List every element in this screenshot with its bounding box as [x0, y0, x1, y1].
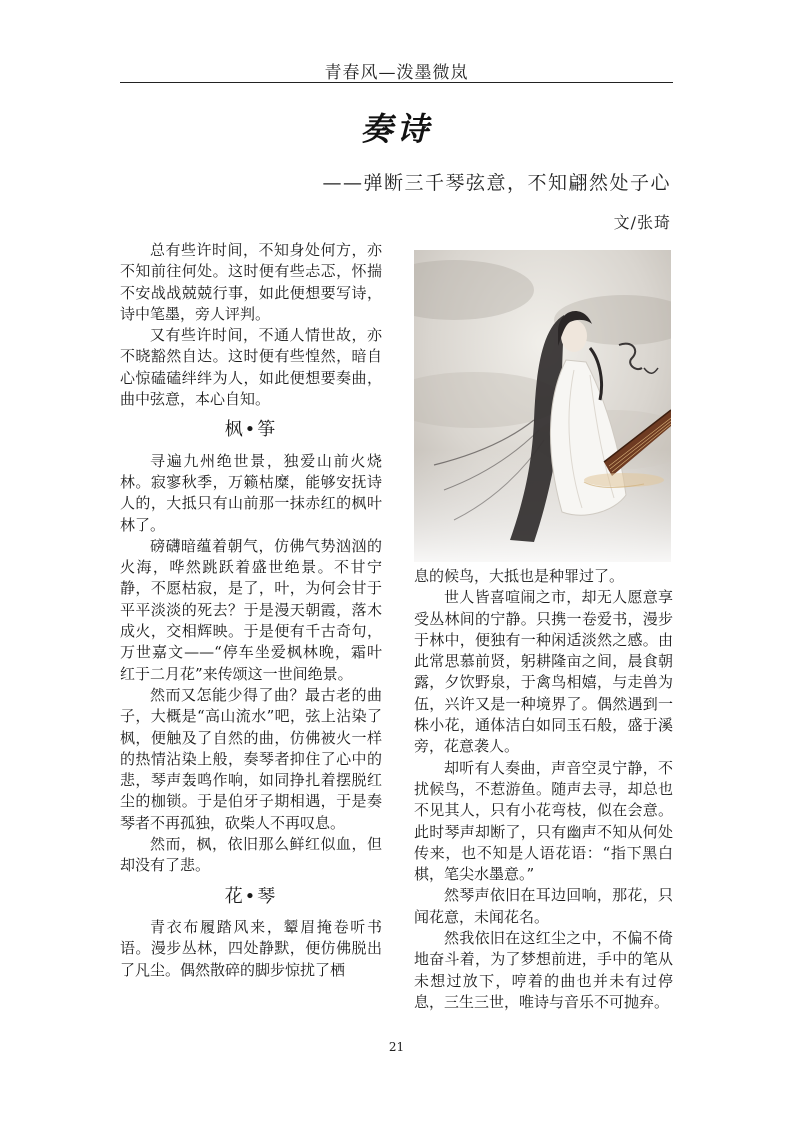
paragraph: 青衣布履踏风来，颦眉掩卷听书语。漫步丛林，四处静默，便仿佛脱出了凡尘。偶然散碎的脚步惊扰了栖 [120, 917, 382, 979]
section-heading: 花•琴 [224, 885, 278, 907]
page-number: 21 [388, 1040, 405, 1054]
paragraph: 然琴声依旧在耳边回响，那花，只闻花意，未闻花名。 [414, 886, 673, 926]
section-heading: 枫•筝 [224, 419, 278, 441]
paragraph-continuation: 息的候鸟，大抵也是种罪过了。 [414, 567, 625, 585]
header-rule [120, 82, 673, 83]
right-column [414, 566, 673, 1013]
paragraph: 又有些许时间，不通人情世故，亦不晓豁然自达。这时便有些惶然，暗自心惊磕磕绊绊为人，如此便想要奏曲，曲中弦意，本心自知。 [120, 326, 382, 409]
running-header: 青春风—泼墨微岚 [324, 63, 469, 83]
article-title: 奏诗 [360, 110, 433, 148]
paragraph: 然我依旧在这红尘之中，不偏不倚地奋斗着，为了梦想前进，手中的笔从未想过放下，哼着的曲也并未有过停息，三生三世，唯诗与音乐不可抛弃。 [414, 929, 673, 1011]
paragraph: 磅礴暗蕴着朝气，仿佛气势汹汹的火海，哗然跳跃着盛世绝景。不甘宁静，不愿枯寂，是了，叶，为何会甘于平平淡淡的死去？于是漫天朝霞，落木成火，交相辉映。于是便有千古奇句，万世嘉文——“停车坐爱枫林晚，霜叶红于二月花”来传颂这一世间绝景。 [120, 536, 382, 683]
paragraph: 然而，枫，依旧那么鲜红似血，但却没有了悲。 [120, 835, 382, 875]
ink-painting-illustration [414, 250, 671, 562]
paragraph: 却听有人奏曲，声音空灵宁静，不扰候鸟，不惹游鱼。随声去寻，却总也不见其人，只有小花弯枝，似在会意。此时琴声却断了，只有幽声不知从何处传来，也不知是人语花语：“指下黑白棋，笔尖水墨意。” [414, 758, 673, 884]
paragraph: 寻遍九州绝世景，独爱山前火烧林。寂寥秋季，万籁枯糜，能够安抚诗人的，大抵只有山前那一抹赤红的枫叶林了。 [120, 451, 382, 534]
paragraph: 世人皆喜喧闹之市，却无人愿意享受丛林间的宁静。只携一卷爱书，漫步于林中，便独有一种闲适淡然之感。由此常思慕前贤，躬耕隆亩之间，晨食朝露，夕饮野泉，于禽鸟相嬉，与走兽为伍，兴许又是一种境界了。偶然遇到一株小花，通体洁白如同玉石般，盛于溪旁，花意袭人。 [414, 588, 673, 756]
article-author: 文/张琦 [613, 213, 671, 232]
paragraph: 然而又怎能少得了曲？最古老的曲子，大概是“高山流水”吧，弦上沾染了枫，便触及了自然的曲，仿佛被火一样的热情沾染上般，奏琴者抑住了心中的悲，琴声轰鸣作响，如同挣扎着摆脱红尘的枷锁。于是伯牙子期相遇，于是奏琴者不再孤独，砍柴人不再叹息。 [120, 685, 382, 832]
left-column [120, 240, 382, 981]
guqin-player-illustration-icon [414, 250, 671, 562]
paragraph: 总有些许时间，不知身处何方，亦不知前往何处。这时便有些忐忑，怀揣不安战战兢兢行事，如此便想要写诗，诗中笔墨，旁人评判。 [120, 241, 382, 323]
article-subtitle: ——弹断三千琴弦意，不知翩然处子心 [322, 172, 671, 194]
